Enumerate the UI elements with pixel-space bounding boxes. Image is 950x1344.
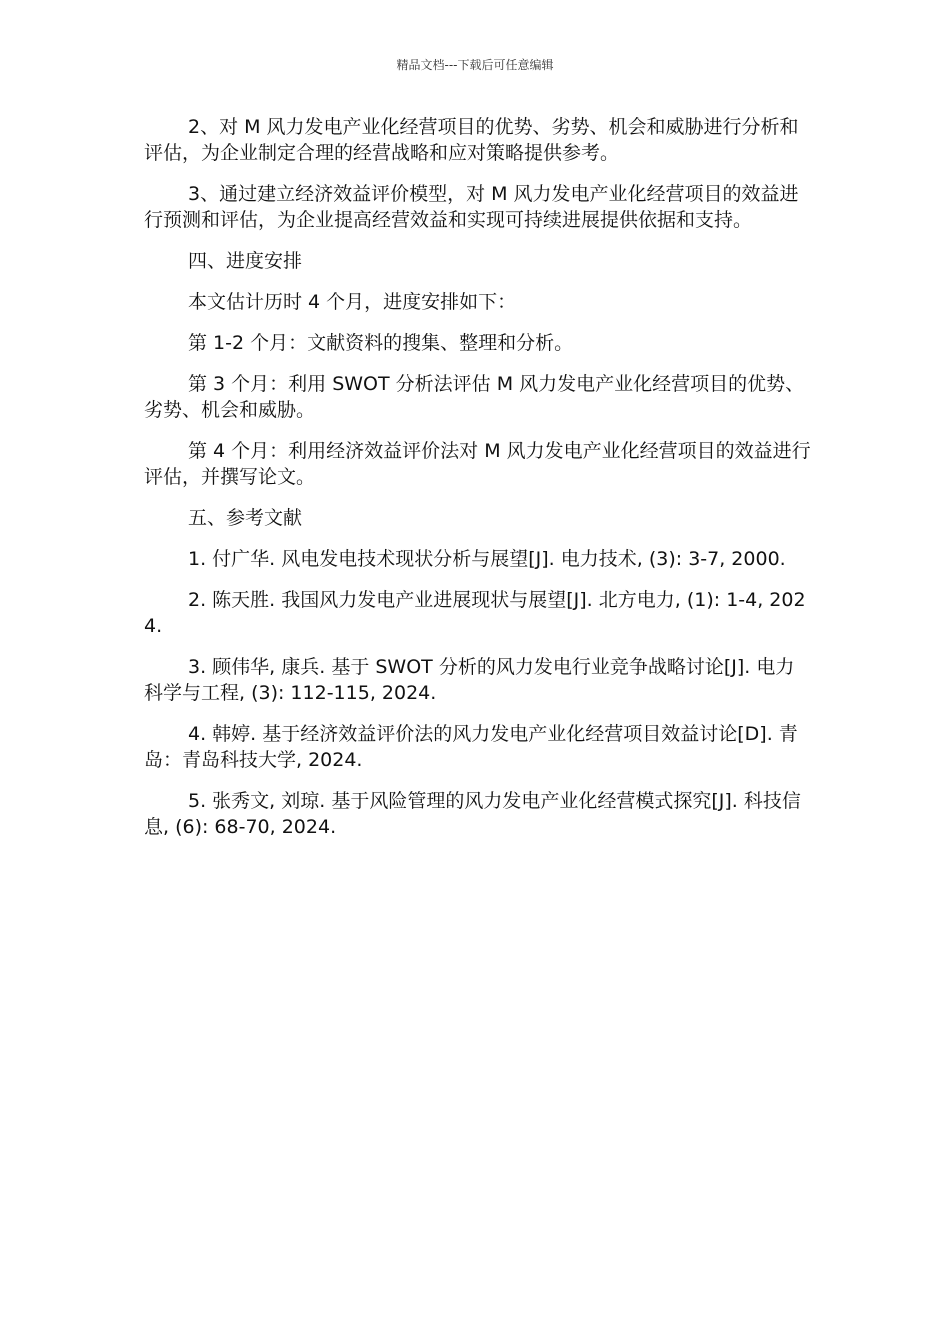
objective-2-paragraph: 2、对 M 风力发电产业化经营项目的优势、劣势、机会和威胁进行分析和评估，为企业制定合理的经营战略和应对策略提供参考。 — [144, 116, 799, 164]
reference-item-5: 5. 张秀文, 刘琼. 基于风险管理的风力发电产业化经营模式探究[J]. 科技信息, (6): 68-70, 2024. — [144, 790, 801, 838]
section-heading-schedule: 四、进度安排 — [188, 250, 303, 272]
reference-item-1: 1. 付广华. 风电发电技术现状分析与展望[J]. 电力技术, (3): 3-7, 2000. — [188, 548, 786, 570]
reference-item-2: 2. 陈天胜. 我国风力发电产业进展现状与展望[J]. 北方电力, (1): 1-4, 2024. — [144, 589, 806, 637]
page-header: 精品文档---下载后可任意编辑 — [396, 58, 554, 72]
schedule-item-1: 第 1-2 个月：文献资料的搜集、整理和分析。 — [188, 332, 574, 354]
reference-item-3: 3. 顾伟华, 康兵. 基于 SWOT 分析的风力发电行业竞争战略讨论[J]. 电力科学与工程, (3): 112-115, 2024. — [144, 656, 795, 704]
schedule-item-2: 第 3 个月：利用 SWOT 分析法评估 M 风力发电产业化经营项目的优势、劣势、机会和威胁。 — [144, 373, 805, 421]
section-heading-references: 五、参考文献 — [188, 507, 303, 529]
reference-item-4: 4. 韩婷. 基于经济效益评价法的风力发电产业化经营项目效益讨论[D]. 青岛：青岛科技大学, 2024. — [144, 723, 798, 771]
schedule-intro: 本文估计历时 4 个月，进度安排如下： — [188, 291, 517, 313]
objective-3-paragraph: 3、通过建立经济效益评价模型，对 M 风力发电产业化经营项目的效益进行预测和评估，为企业提高经营效益和实现可持续进展提供依据和支持。 — [144, 183, 799, 231]
schedule-item-3: 第 4 个月：利用经济效益评价法对 M 风力发电产业化经营项目的效益进行评估，并撰写论文。 — [144, 440, 811, 488]
document-body — [144, 114, 812, 855]
